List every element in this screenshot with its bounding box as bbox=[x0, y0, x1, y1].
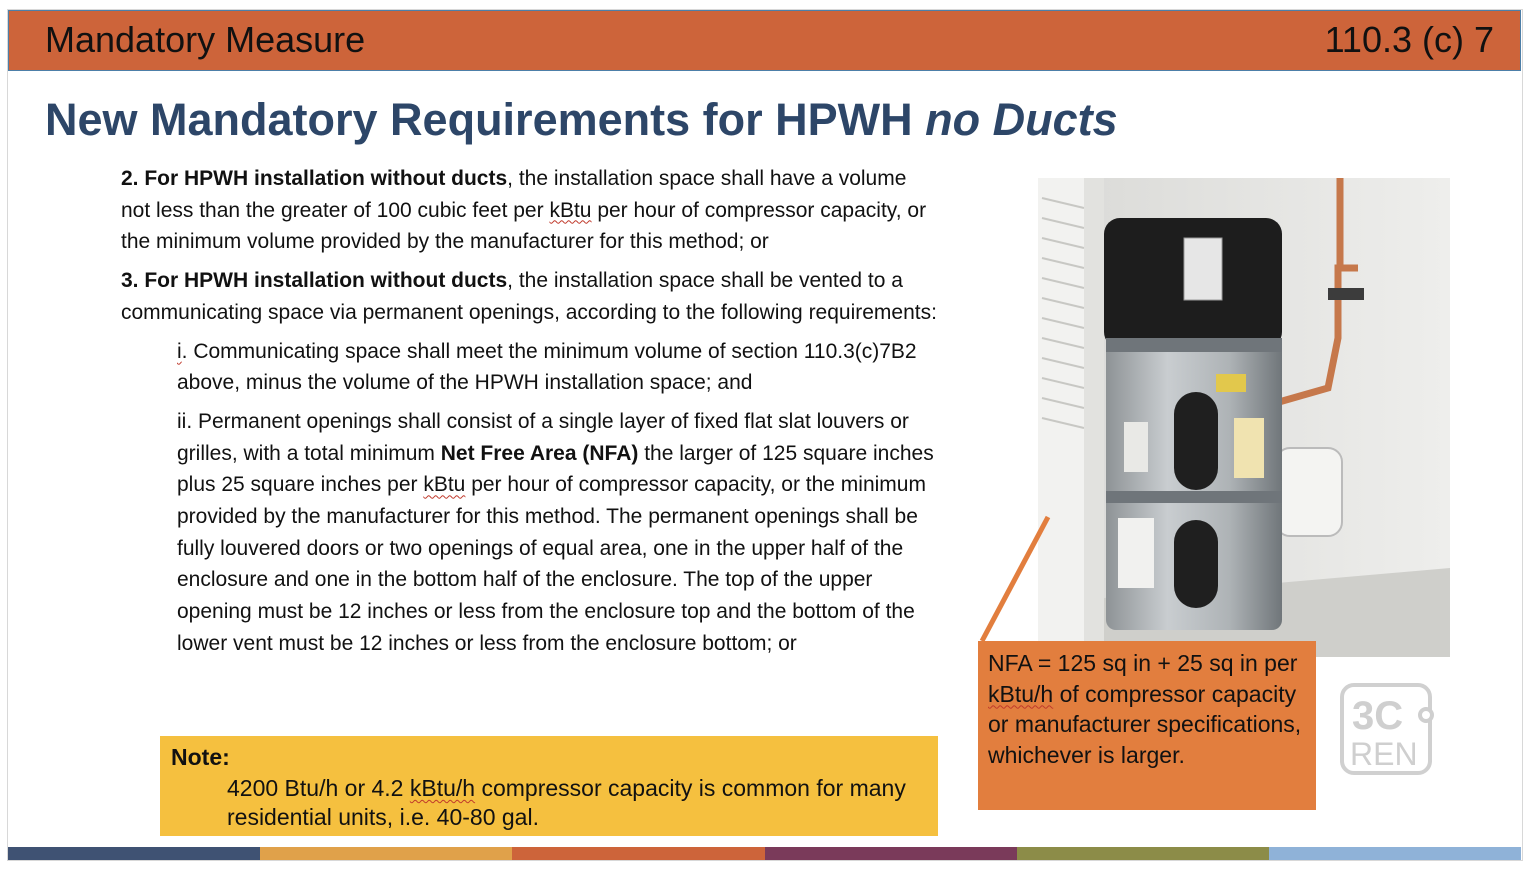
sub-requirement-ii-unit: kBtu bbox=[423, 473, 466, 497]
requirements-text bbox=[121, 163, 941, 667]
title-main: New Mandatory Requirements for HPWH bbox=[45, 94, 926, 145]
footer-segment-5 bbox=[1017, 847, 1269, 860]
note-unit: kBtu/h bbox=[409, 775, 476, 801]
requirement-2-heading: 2. For HPWH installation without ducts bbox=[121, 167, 508, 190]
requirement-2-text: , the installation space shall have a volume not less than the greater of 100 cubic feet per bbox=[121, 167, 907, 222]
sub-requirement-ii-text-b: the larger of 125 square inches plus 25 square inches per bbox=[177, 441, 934, 497]
sub-requirement-i-marker: i bbox=[177, 339, 182, 363]
requirement-3-text: , the installation space shall be vented to a communicating space via permanent openings, according to the following requirements: bbox=[121, 269, 937, 324]
3c-ren-logo bbox=[1340, 683, 1434, 776]
sub-requirement-i bbox=[177, 336, 941, 399]
note-box bbox=[160, 736, 938, 836]
banner-title: Mandatory Measure bbox=[45, 19, 366, 60]
footer-color-bar bbox=[8, 847, 1521, 860]
footer-segment-2 bbox=[260, 847, 512, 860]
footer-segment-3 bbox=[512, 847, 764, 860]
footer-segment-6 bbox=[1269, 847, 1521, 860]
sub-requirement-ii-text-c: per hour of compressor capacity, or the minimum provided by the manufacturer for this method. The permanent openings shall be fully louvered doors or two openings of equal area, one in the upper half of the enclosure and one in the bottom half of the enclosure. The top of the upper opening must be 12 inches or less from the enclosure top and the bottom of the lower vent must be 12 inches or less from the enclosure bottom; or bbox=[177, 473, 926, 655]
nfa-term: Net Free Area (NFA) bbox=[440, 441, 639, 465]
callout-text-b: of compressor capacity or manufacturer specifications, whichever is larger. bbox=[988, 680, 1302, 768]
requirement-2-unit: kBtu bbox=[549, 198, 592, 222]
note-text-a: 4200 Btu/h or 4.2 bbox=[227, 775, 410, 801]
sub-requirement-ii bbox=[177, 406, 941, 660]
note-text-b: compressor capacity is common for many residential units, i.e. 40-80 gal. bbox=[227, 775, 906, 830]
water-heater-photo bbox=[1038, 178, 1450, 657]
requirement-2 bbox=[121, 163, 941, 258]
sub-requirement-ii-text: ii. Permanent openings shall consist of a single layer of fixed flat slat louvers or grilles, with a total minimum bbox=[177, 409, 909, 465]
requirement-3 bbox=[121, 265, 941, 328]
page-title bbox=[45, 94, 1118, 146]
requirement-2-text-end: per hour of compressor capacity, or the minimum volume provided by the manufacturer for this method; or bbox=[121, 198, 927, 254]
nfa-callout bbox=[978, 641, 1316, 810]
sub-requirement-i-text: . Communicating space shall meet the minimum volume of section 110.3(c)7B2 above, minus the volume of the HPWH installation space; and bbox=[177, 339, 917, 395]
footer-segment-4 bbox=[765, 847, 1017, 860]
callout-text-a: NFA = 125 sq in + 25 sq in per bbox=[988, 650, 1298, 676]
logo-text-bottom: REN bbox=[1350, 736, 1418, 772]
note-title: Note: bbox=[171, 744, 230, 770]
logo-text-top: 3C bbox=[1352, 694, 1404, 738]
header-banner bbox=[8, 10, 1521, 71]
note-text bbox=[227, 774, 927, 832]
footer-segment-1 bbox=[8, 847, 260, 860]
callout-unit: kBtu/h bbox=[988, 680, 1054, 707]
requirement-3-heading: 3. For HPWH installation without ducts bbox=[121, 269, 508, 293]
title-italic: no Ducts bbox=[925, 94, 1118, 145]
section-reference: 110.3 (c) 7 bbox=[1324, 19, 1494, 60]
